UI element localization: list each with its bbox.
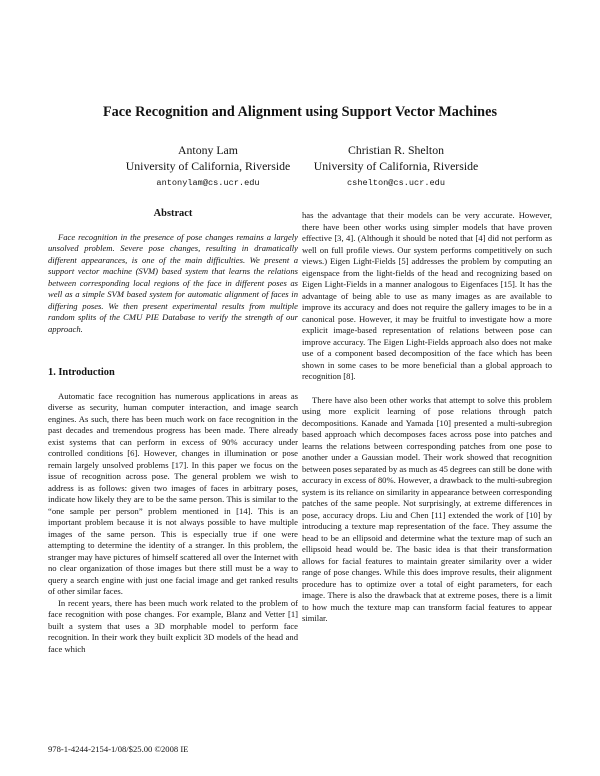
paragraph: There have also been other works that attempt to solve this problem using more explicit learning of pose relations through patch decompositions. Kanade and Yamada [10] presented a multi-subregion based approach which decomposes faces across pose into patches and learns the relations between corresponding patches from one pose to another under a Gaussian model. Their work showed that recognition between poses separated by as much as 45 degrees can still be done with accuracy in excess of 80%. However, a drawback to the multi-subregion system is its reliance on similarity in appearance between corresponding patches of the same people. Not surprisingly, at extreme differences in pose, accuracy drops. Liu and Chen [11] extended the work of [10] by introducing a texture map representation of the face. They assume the head to be an ellipsoid and determine what the texture map of such an ellipsoid head would be. The basic idea is that their transformation allows for facial features to maintain greater similarity over a wider range of pose changes. While this does improve results, their alignment procedure has to optimize over a total of eight parameters, for each image. There is also the drawback that at extreme poses, there is a limit to how much the texture map can transform facial features to appear similar. xyxy=(302,394,552,623)
author-block-2 xyxy=(286,142,506,191)
right-column xyxy=(302,210,552,625)
author-block-1 xyxy=(98,142,318,191)
section-heading-introduction: 1. Introduction xyxy=(48,367,115,378)
author-affiliation: University of California, Riverside xyxy=(313,159,479,173)
abstract-text: Face recognition in the presence of pose changes remains a largely unsolved problem. Severe pose changes, resulting in dramatically different appearances, is one of the main difficulties. We present a support vector machine (SVM) based system that learns the relations between corresponding local regions of the face in different poses as well as a simple SVM based system for automatic alignment of faces in differing poses. We then present experimental results from multiple random splits of the CMU PIE Database to verify the strength of our approach. xyxy=(48,231,298,334)
author-email: antonylam@cs.ucr.edu xyxy=(156,178,260,188)
left-column xyxy=(48,206,298,655)
author-name: Antony Lam xyxy=(178,143,238,157)
copyright-footer: 978-1-4244-2154-1/08/$25.00 ©2008 IE xyxy=(48,744,189,754)
paragraph: has the advantage that their models can be very accurate. However, there have been other works using simpler models that have proven effective [3, 4]. (Although it should be noted that [4] did not perform as well on full profile views. Our system performs competitively on such views.) Eigen Light-Fields [5] addresses the problem by computing an eigenspace from the light-fields of the head and recognizing based on Eigen Light-Fields in a manner analogous to Eigenfaces [15]. It has the advantage of being able to use as many images as are available to improve its accuracy and does not require the gallery images to be in a canonical pose. However, it may be fruitful to investigate how a more explicit image-based representation of relations between pose can improve accuracy. The Eigen Light-Fields approach also does not make use of a component based decomposition of the face which has been shown in some cases to be more beneficial than a global approach to recognition [8]. xyxy=(302,210,552,381)
paragraph: Automatic face recognition has numerous applications in areas as diverse as security, human computer interaction, and image search engines. As such, there has been much work on face recognition in the past decades and tremendous progress has been made. There already exist systems that can perform in excess of 90% accuracy under controlled conditions [6]. However, changes in illumination or pose remain largely unsolved problems [17]. In this paper we focus on the issue of recognition across pose. The general problem we wish to address is as follows: given two images of faces in arbitrary poses, indicate how likely they are to be the same person. This is similar to the “one sample per person” problem mentioned in [14]. This is an important problem because it is not always possible to have multiple images of the same person. This is especially true if one were attempting to determine the identity of a stranger. In this problem, the stranger may have pictures of himself scattered all over the Internet with no clear organization of those images but there still must be a way to query a search engine with just one facial image and get ranked results of other similar faces. xyxy=(48,390,298,596)
abstract-heading: Abstract xyxy=(153,208,193,219)
paper-title: Face Recognition and Alignment using Support Vector Machines xyxy=(102,104,498,120)
author-affiliation: University of California, Riverside xyxy=(125,159,291,173)
author-email: cshelton@cs.ucr.edu xyxy=(347,178,445,188)
author-name: Christian R. Shelton xyxy=(347,143,445,157)
paragraph: In recent years, there has been much work related to the problem of face recognition with pose changes. For example, Blanz and Vetter [1] built a system that uses a 3D morphable model to perform face recognition. In their work they built explicit 3D models of the head and face which xyxy=(48,597,298,654)
